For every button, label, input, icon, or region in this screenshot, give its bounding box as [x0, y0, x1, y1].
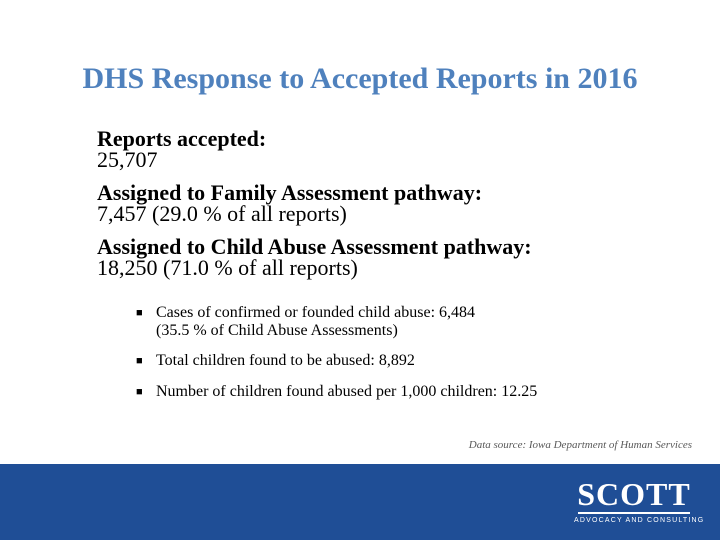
square-bullet-icon: ■	[136, 386, 143, 398]
sub-item-text: Cases of confirmed or founded child abuse: 6,484	[156, 304, 476, 321]
stat-label: Reports accepted:	[97, 126, 267, 151]
sub-item-text: Number of children found abused per 1,000 children: 12.25	[156, 383, 538, 400]
sub-bullet-list	[136, 304, 696, 401]
square-bullet-icon: ■	[136, 355, 143, 367]
list-item	[136, 383, 696, 401]
stat-value: 7,457 (29.0 % of all reports)	[97, 201, 347, 226]
logo-tagline: ADVOCACY AND CONSULTING	[574, 517, 705, 524]
stat-value: 25,707	[97, 147, 158, 172]
logo-divider	[578, 512, 690, 514]
stat-reports-accepted	[97, 128, 707, 170]
data-source-note: Data source: Iowa Department of Human Services	[468, 439, 692, 451]
logo-wordmark: SCOTT	[577, 476, 691, 512]
stat-label: Assigned to Family Assessment pathway:	[97, 180, 483, 205]
stats-list	[97, 128, 707, 290]
square-bullet-icon: ■	[136, 307, 143, 319]
sub-item-text: Total children found to be abused: 8,892	[156, 352, 415, 369]
stat-label: Assigned to Child Abuse Assessment pathway:	[97, 234, 532, 259]
list-item	[136, 352, 696, 370]
stat-child-abuse-assessment	[97, 236, 707, 278]
slide-title: DHS Response to Accepted Reports in 2016	[82, 62, 638, 95]
stat-family-assessment	[97, 182, 707, 224]
list-item	[136, 304, 696, 340]
scott-logo	[574, 476, 705, 525]
stat-value: 18,250 (71.0 % of all reports)	[97, 255, 358, 280]
sub-item-text: (35.5 % of Child Abuse Assessments)	[156, 322, 398, 339]
